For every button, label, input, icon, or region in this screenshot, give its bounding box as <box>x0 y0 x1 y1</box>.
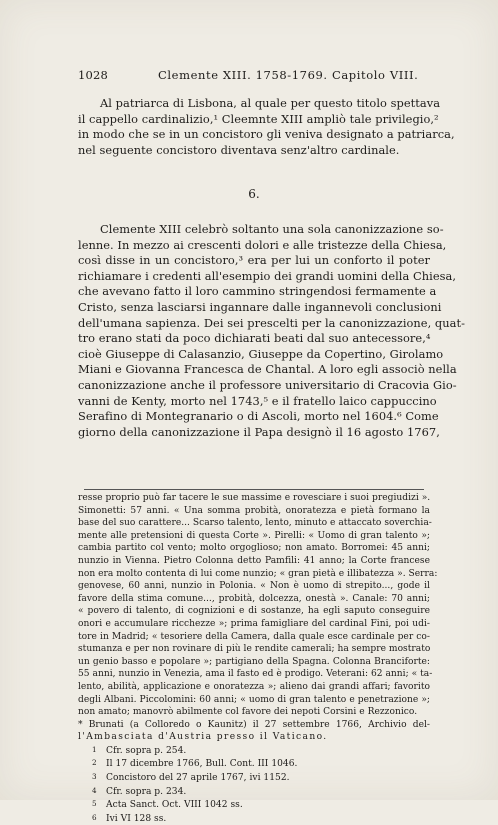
paragraph-patriarch <box>78 96 455 158</box>
note-line: un genio basso e popolare »; partigiano della Spagna. Colonna Branciforte: <box>78 656 430 667</box>
page-number: 1028 <box>78 68 109 82</box>
text-line: tro erano stati da poco dichiarati beati dal suo antecessore,⁴ <box>78 331 431 346</box>
note-line: lento, abilità, applicazione e onoratezza »; alieno dai grandi affari; favorito <box>78 681 430 692</box>
note-line: stumanza e per non rovinare di più le rendite camerali; ha sempre mostrato <box>78 644 431 655</box>
footnote-text: Cfr. sopra p. 254. <box>106 745 187 756</box>
footnote-text: Ivi VI 128 ss. <box>106 813 167 824</box>
footnote-5 <box>78 798 430 812</box>
text-line: cioè Giuseppe di Calasanzio, Giuseppe da Copertino, Girolamo <box>78 346 444 361</box>
text-line: richiamare i credenti all'esempio dei grandi uomini della Chiesa, <box>78 268 457 283</box>
text-line: Serafino di Montegranario o di Ascoli, morto nel 1604.⁶ Come <box>78 409 439 424</box>
footnote-text: Acta Sanct. Oct. VIII 1042 ss. <box>106 800 243 811</box>
note-line: tore in Madrid; « tesoriere della Camera, dalla quale esce cardinale per co- <box>78 631 430 642</box>
footnote-4 <box>78 785 430 799</box>
footnote-2 <box>78 757 430 771</box>
footnote-divider <box>84 489 424 490</box>
text-line: il cappello cardinalizio,¹ Cleemnte XIII ampliò tale privilegio,² <box>78 111 439 126</box>
note-line: 55 anni, nunzio in Venezia, ama il fasto ed è prodigo. Veterani: 62 anni; « ta- <box>78 669 433 680</box>
text-line: lenne. In mezzo ai crescenti dolori e alle tristezze della Chiesa, <box>78 237 447 252</box>
text-line: giorno della canonizzazione il Papa designò il 16 agosto 1767, <box>78 424 440 439</box>
page-header <box>78 68 430 84</box>
note-line: cambia partito col vento; molto orgoglioso; non amato. Borromei: 45 anni; <box>78 543 430 554</box>
text-line: nel seguente concistoro diventava senz'altro cardinale. <box>78 142 400 157</box>
note-line: non amato; manovrò abilmente col favore dei nepoti Corsini e Rezzonico. <box>78 707 418 718</box>
note-line: nunzio in Vienna. Pietro Colonna detto Pamfili: 41 anno; la Corte francese <box>78 555 430 566</box>
footnote-number: 2 <box>92 758 97 768</box>
note-line: degli Albani. Piccolomini: 60 anni; « uomo di gran talento e penetrazione »; <box>78 694 430 705</box>
footnote-number: 5 <box>92 799 97 809</box>
text-line: dell'umana sapienza. Dei sei prescelti per la canonizzazione, quat- <box>78 315 466 330</box>
footnote-number: 1 <box>92 744 97 754</box>
note-line: non era molto contenta di lui come nunzio; « gran pietà e illibatezza ». Serra: <box>78 568 438 579</box>
footnote-number: 6 <box>92 812 97 822</box>
note-line: l'Ambasciata d'Austria presso il Vaticano. <box>78 732 328 743</box>
footnote-number: 4 <box>92 785 97 795</box>
footnote-1 <box>78 744 430 758</box>
footnotes-block <box>78 492 438 825</box>
text-line: Cristo, senza lasciarsi ingannare dalle ingannevoli conclusioni <box>78 299 442 314</box>
text-line: Al patriarca di Lisbona, al quale per questo titolo spettava <box>100 96 441 110</box>
text-line: Miani e Giovanna Francesca de Chantal. A loro egli associò nella <box>78 362 457 377</box>
note-line: onori e accumulare ricchezze »; prima famigliare del cardinal Fini, poi udi- <box>78 618 430 629</box>
section-number: 6. <box>248 187 260 201</box>
footnote-number: 3 <box>92 772 97 782</box>
text-line: vanni de Kenty, morto nel 1743,⁵ e il fratello laico cappuccino <box>78 393 437 408</box>
text-line: canonizzazione anche il professore universitario di Cracovia Gio- <box>78 377 457 392</box>
running-title: Clemente XIII. 1758-1769. Capitolo VIII. <box>158 68 419 82</box>
text-line: che avevano fatto il loro cammino stringendosi fermamente a <box>78 284 437 299</box>
text-line: Clemente XIII celebrò soltanto una sola canonizzazione so- <box>100 222 444 236</box>
text-line: in modo che se in un concistoro gli veniva designato a patriarca, <box>78 127 455 142</box>
paragraph-canonization <box>78 222 466 440</box>
note-line: base del suo carattere... Scarso talento, lento, minuto e attaccato soverchia- <box>78 518 432 529</box>
note-line: Simonetti: 57 anni. « Una somma probità, onoratezza e pietà formano la <box>78 505 430 516</box>
note-line: * Brunati (a Colloredo o Kaunitz) il 27 settembre 1766, Archivio del- <box>78 719 430 730</box>
note-line: genovese, 60 anni, nunzio in Polonia. « Non è uomo di strepito..., gode il <box>78 581 430 592</box>
note-line: mente alle pretensioni di questa Corte ». Pirelli: « Uomo di gran talento »; <box>78 530 430 541</box>
footnote-text: Concistoro del 27 aprile 1767, ivi 1152. <box>106 773 290 784</box>
footnote-6 <box>78 812 430 825</box>
note-line: « povero di talento, di cognizioni e di sostanze, ha egli saputo conseguire <box>78 606 430 617</box>
footnote-3 <box>78 771 430 785</box>
note-line: favore della stima comune..., probità, dolcezza, onestà ». Canale: 70 anni; <box>78 593 430 604</box>
footnote-text: Cfr. sopra p. 234. <box>106 786 187 797</box>
note-line: resse proprio può far tacere le sue massime e rovesciare i suoi pregiudizi ». <box>78 493 431 503</box>
footnote-text: Il 17 dicembre 1766, Bull. Cont. III 1046. <box>106 759 298 770</box>
text-line: così disse in un concistoro,³ era per lui un conforto il poter <box>78 253 430 268</box>
